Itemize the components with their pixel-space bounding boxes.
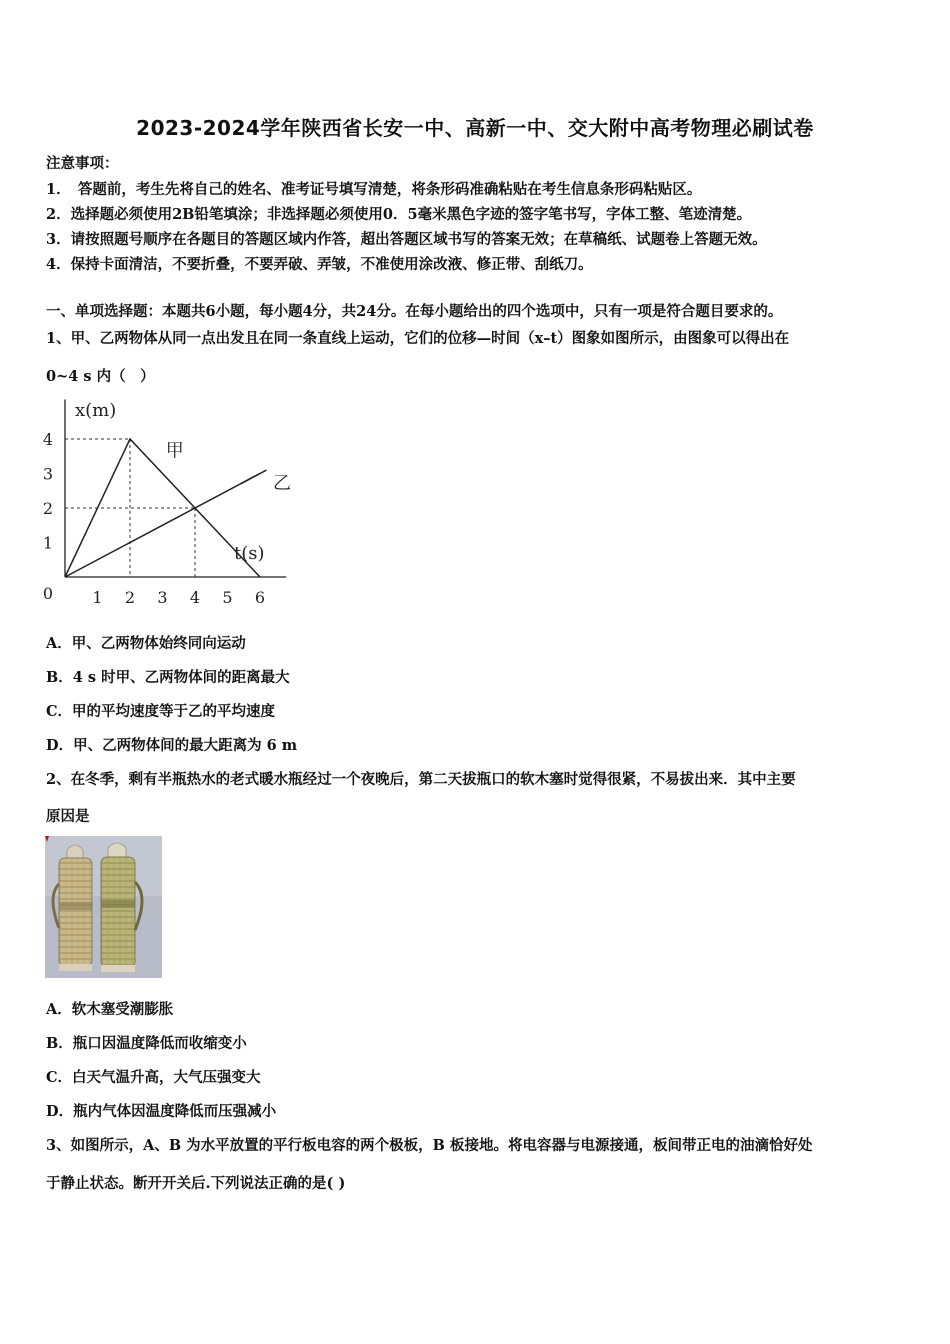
x-axis-label: t(s) xyxy=(234,543,265,564)
q1-option-a: A．甲、乙两物体始终同向运动 xyxy=(46,635,246,652)
x-tick-label: 1 xyxy=(92,588,103,607)
notice-item-1: 1． 答题前，考生先将自己的姓名、准考证号填写清楚，将条形码准确粘贴在考生信息条形码粘贴区。 xyxy=(46,181,702,198)
y-tick-label: 3 xyxy=(42,464,53,484)
x-tick-label: 6 xyxy=(254,588,266,607)
notice-item-4: 4．保持卡面清洁，不要折叠，不要弄破、弄皱，不准使用涂改液、修正带、刮纸刀。 xyxy=(46,256,593,273)
page-title: 2023-2024学年陕西省长安一中、高新一中、交大附中高考物理必刷试卷 xyxy=(136,116,814,140)
notice-item-2: 2．选择题必须使用2B铅笔填涂；非选择题必须使用0．5毫米黑色字迹的签字笔书写，字体工整、笔迹清楚。 xyxy=(46,206,752,223)
y-tick-label: 1 xyxy=(42,533,53,553)
x-tick-label: 3 xyxy=(157,588,168,607)
section-heading: 一、单项选择题：本题共6小题，每小题4分，共24分。在每小题给出的四个选项中，只有一项是符合题目要求的。 xyxy=(46,303,783,320)
q2-option-b: B．瓶口因温度降低而收缩变小 xyxy=(46,1035,247,1052)
y-tick-label: 4 xyxy=(42,430,53,449)
y-axis-label: x(m) xyxy=(75,400,117,421)
series-label-yi: 乙 xyxy=(273,473,291,495)
q1-option-c: C．甲的平均速度等于乙的平均速度 xyxy=(46,703,276,720)
x-tick-label: 5 xyxy=(222,588,233,607)
q1-stem-line2: 0~4 s 内（ ） xyxy=(46,368,155,385)
x-tick-label: 2 xyxy=(124,588,136,607)
series-line-yi-tail xyxy=(241,470,267,484)
q1-option-d: D．甲、乙两物体间的最大距离为 6 m xyxy=(46,737,298,754)
q3-stem-line2: 于静止状态。断开开关后.下列说法正确的是( ) xyxy=(46,1175,346,1192)
notice-item-3: 3．请按照题号顺序在各题目的答题区域内作答，超出答题区域书写的答案无效；在草稿纸、试题卷上答题无效。 xyxy=(46,231,767,248)
q2-option-c: C．白天气温升高，大气压强变大 xyxy=(46,1069,261,1086)
q2-option-d: D．瓶内气体因温度降低而压强减小 xyxy=(46,1103,277,1120)
thermos-photo xyxy=(45,836,162,978)
notice-heading: 注意事项： xyxy=(46,155,119,172)
x-tick-label: 4 xyxy=(189,588,201,607)
origin-label: 0 xyxy=(42,584,53,603)
q3-stem-line1: 3、如图所示，A、B 为水平放置的平行板电容的两个极板，B 板接地。将电容器与电源接通，板间带正电的油滴恰好处 xyxy=(46,1137,813,1154)
q2-option-a: A．软木塞受潮膨胀 xyxy=(46,1001,174,1018)
q2-stem-line2: 原因是 xyxy=(46,808,90,825)
series-label-jia: 甲 xyxy=(165,440,184,462)
series-line-yi xyxy=(65,474,260,578)
q1-stem-line1: 1、甲、乙两物体从同一点出发且在同一条直线上运动，它们的位移—时间（x–t）图象如图所示，由图象可以得出在 xyxy=(46,330,790,347)
q2-stem-line1: 2、在冬季，剩有半瓶热水的老式暖水瓶经过一个夜晚后，第二天拔瓶口的软木塞时觉得很紧，不易拔出来．其中主要 xyxy=(46,771,796,788)
xt-graph xyxy=(36,392,336,614)
y-tick-label: 2 xyxy=(42,499,53,518)
q1-option-b: B．4 s 时甲、乙两物体间的距离最大 xyxy=(46,669,290,686)
